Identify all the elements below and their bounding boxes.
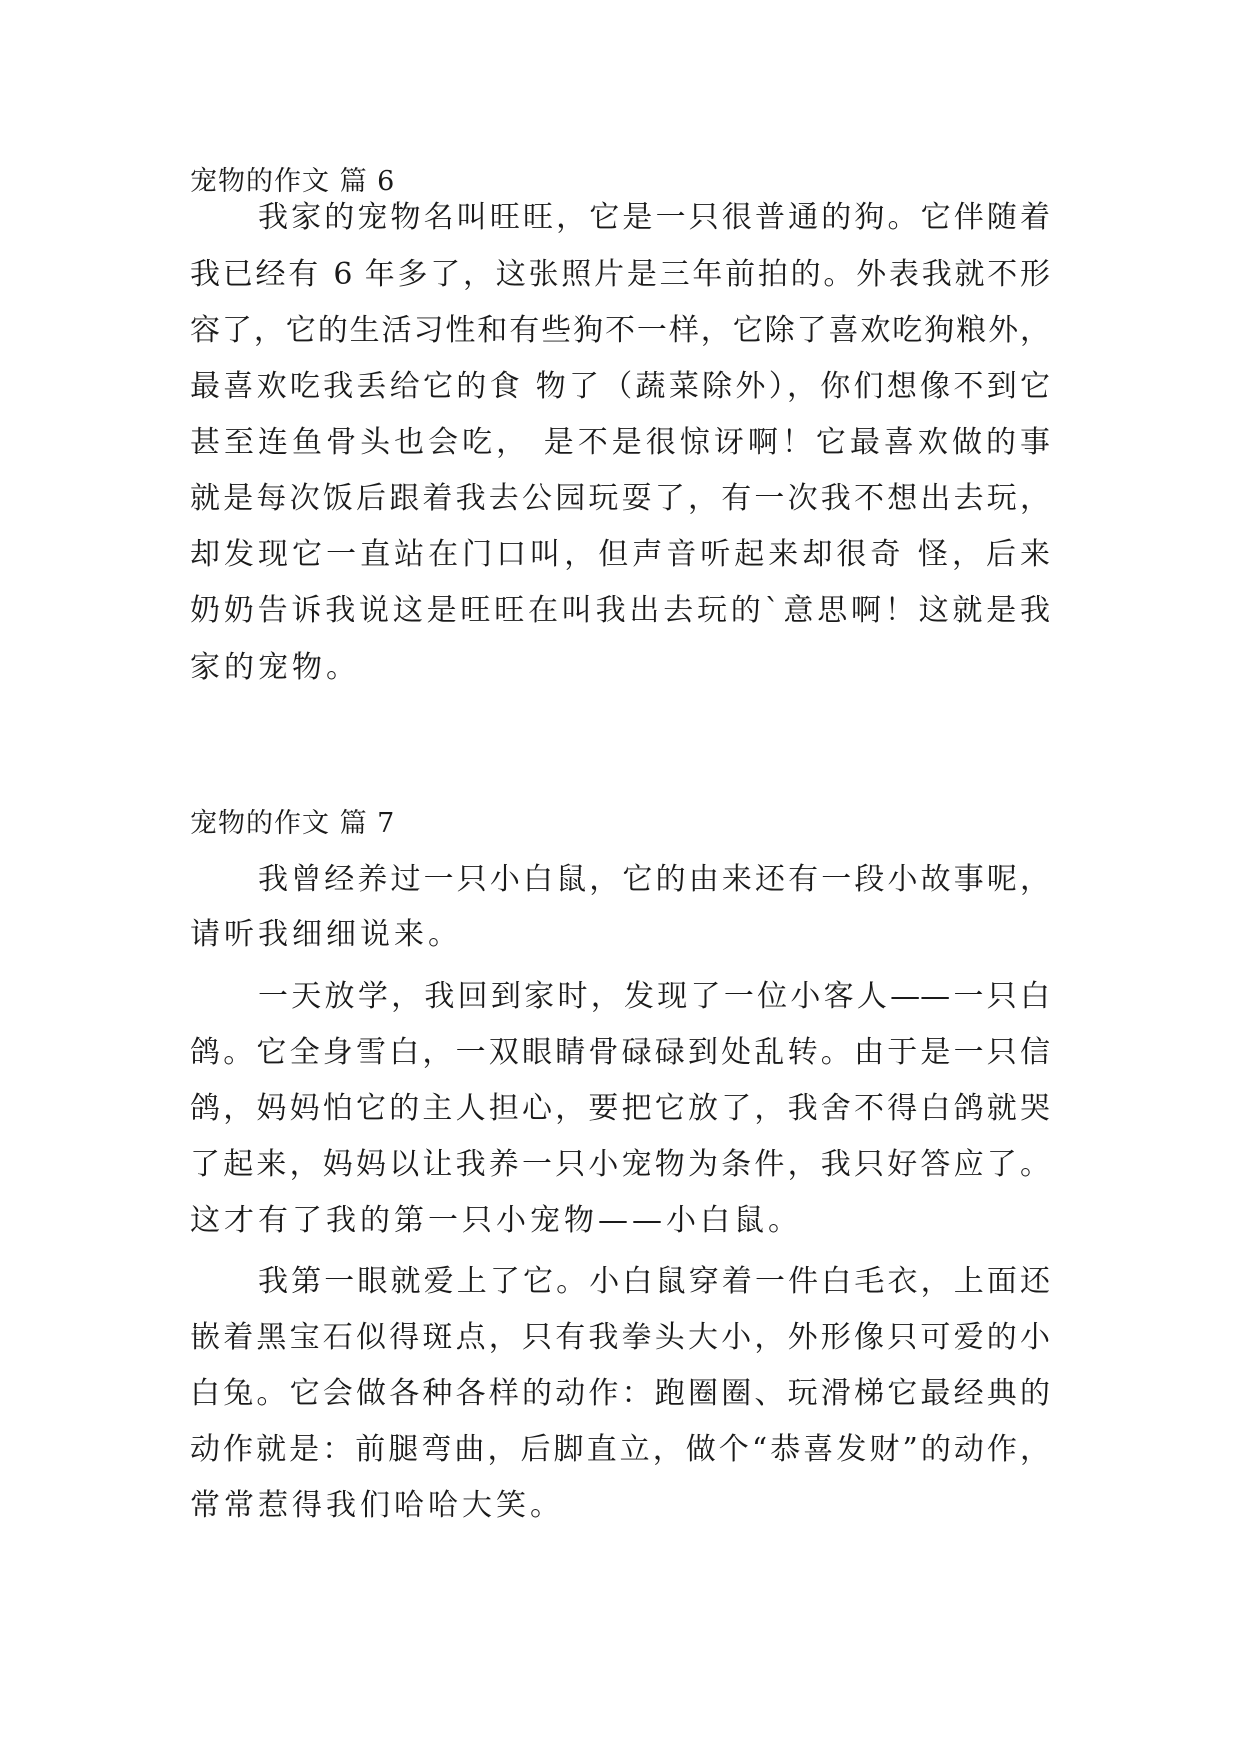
section-6-line-1: 我家的宠物名叫旺旺，它是一只很普通的狗。它伴随着 <box>258 200 1050 235</box>
section-7-p2-line-1: 一天放学，我回到家时，发现了一位小客人——一只白 <box>258 979 1050 1014</box>
section-7-p3-line-4: 动作就是：前腿弯曲，后脚直立，做个“恭喜发财”的动作， <box>190 1432 1050 1467</box>
section-7-heading: 宠物的作文 篇 7 <box>190 808 396 839</box>
section-6-line-9: 家的宠物。 <box>190 650 360 685</box>
section-7-p2-line-3: 鸽，妈妈怕它的主人担心，要把它放了，我舍不得白鸽就哭 <box>190 1091 1050 1126</box>
section-6-line-6: 就是每次饭后跟着我去公园玩耍了，有一次我不想出去玩， <box>190 481 1050 516</box>
section-6-line-2: 我已经有 6 年多了，这张照片是三年前拍的。外表我就不形 <box>190 257 1050 292</box>
section-6-heading: 宠物的作文 篇 6 <box>190 166 396 197</box>
section-7-p2-line-5: 这才有了我的第一只小宠物——小白鼠。 <box>190 1203 802 1238</box>
section-7-p3-line-2: 嵌着黑宝石似得斑点，只有我拳头大小，外形像只可爱的小 <box>190 1320 1050 1355</box>
section-7-p1-line-1: 我曾经养过一只小白鼠，它的由来还有一段小故事呢， <box>258 862 1050 897</box>
section-7-p3-line-5: 常常惹得我们哈哈大笑。 <box>190 1488 564 1523</box>
section-7-p3-line-1: 我第一眼就爱上了它。小白鼠穿着一件白毛衣，上面还 <box>258 1264 1050 1299</box>
section-7-p3-line-3: 白兔。它会做各种各样的动作：跑圈圈、玩滑梯它最经典的 <box>190 1376 1050 1411</box>
section-7-p2-line-4: 了起来，妈妈以让我养一只小宠物为条件，我只好答应了。 <box>190 1147 1050 1182</box>
section-6-line-7: 却发现它一直站在门口叫，但声音听起来却很奇 怪，后来 <box>190 537 1050 572</box>
section-7-p1-line-2: 请听我细细说来。 <box>190 917 462 952</box>
section-6-line-8: 奶奶告诉我说这是旺旺在叫我出去玩的`意思啊！这就是我 <box>190 593 1050 628</box>
section-6-line-4: 最喜欢吃我丢给它的食 物了（蔬菜除外），你们想像不到它 <box>190 369 1050 404</box>
section-6-line-3: 容了，它的生活习性和有些狗不一样，它除了喜欢吃狗粮外， <box>190 313 1050 348</box>
section-6-line-5: 甚至连鱼骨头也会吃， 是不是很惊讶啊！它最喜欢做的事 <box>190 425 1050 460</box>
section-7-p2-line-2: 鸽。它全身雪白，一双眼睛骨碌碌到处乱转。由于是一只信 <box>190 1035 1050 1070</box>
